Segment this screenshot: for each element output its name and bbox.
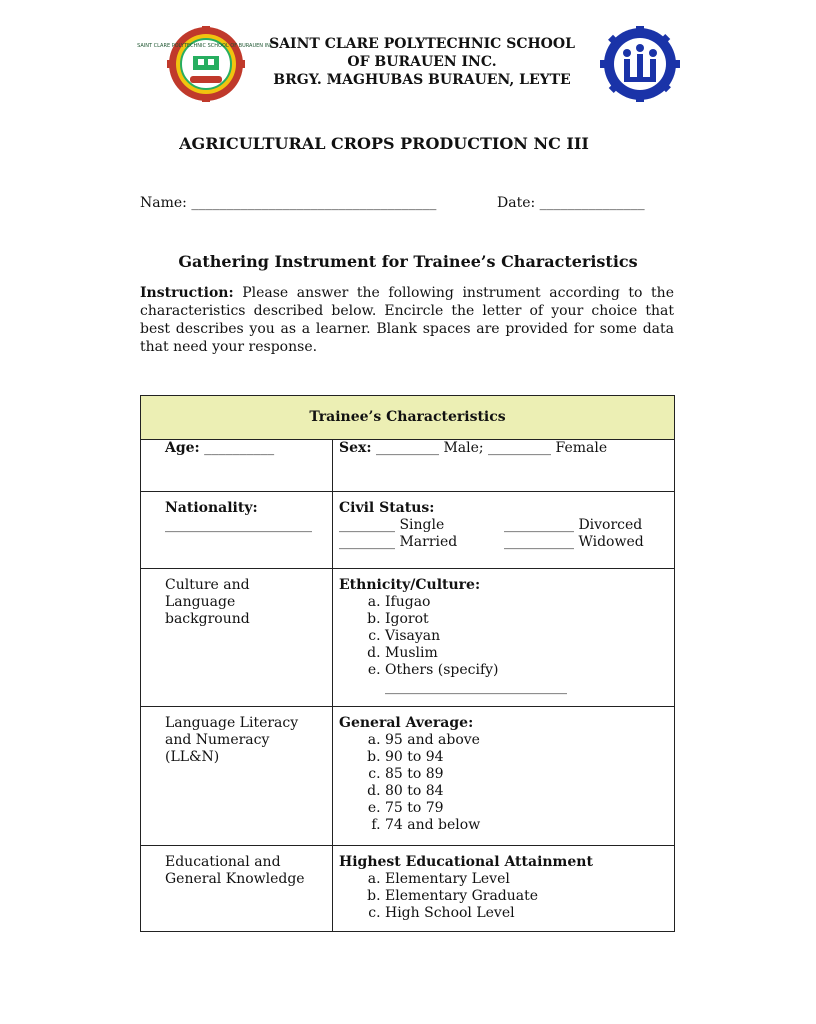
education-option[interactable]: c. High School Level — [385, 905, 674, 922]
culture-left-cell — [141, 569, 333, 707]
education-left-cell — [141, 846, 333, 932]
culture-left-line: Culture and — [165, 577, 250, 593]
education-right-cell — [333, 846, 675, 932]
lln-right-cell — [333, 707, 675, 846]
civil-single-option[interactable]: ________ Single — [339, 517, 445, 533]
age-label: Age: — [165, 440, 200, 456]
average-option[interactable]: e. 75 to 79 — [385, 800, 674, 817]
nationality-cell[interactable] — [141, 492, 333, 569]
ethnicity-label: Ethnicity/Culture: — [339, 577, 481, 593]
school-address: BRGY. MAGHUBAS BURAUEN, LEYTE — [273, 72, 571, 88]
nationality-label: Nationality: — [165, 500, 258, 516]
education-left-line: Educational and — [165, 854, 281, 870]
instrument-title: Gathering Instrument for Trainee’s Characteristics — [178, 252, 638, 271]
table-row-culture — [141, 569, 675, 707]
civil-married-option[interactable]: ________ Married — [339, 534, 458, 550]
average-option[interactable]: d. 80 to 84 — [385, 783, 674, 800]
course-title: AGRICULTURAL CROPS PRODUCTION NC III — [179, 134, 589, 153]
education-left-line: General Knowledge — [165, 871, 305, 887]
school-name-line2: OF BURAUEN INC. — [347, 54, 497, 70]
culture-left-line: background — [165, 611, 250, 627]
table-row-nationality-civil — [141, 492, 675, 569]
instruction-text: Please answer the following instrument according to the characteristics described below. Encircle the letter of your choice that best describes you as a learner. Blank spaces are provided for some data that need your response. — [140, 285, 674, 355]
table-row-education — [141, 846, 675, 932]
culture-left-line: Language — [165, 594, 236, 610]
education-option[interactable]: a. Elementary Level — [385, 871, 674, 888]
school-seal-icon — [137, 26, 275, 102]
date-field[interactable]: Date: _______________ — [497, 195, 645, 211]
ethnicity-option[interactable]: a. Ifugao — [385, 594, 674, 611]
civil-widowed-option[interactable]: __________ Widowed — [504, 534, 644, 550]
lln-left-line: and Numeracy — [165, 732, 270, 748]
ethnicity-options — [339, 594, 674, 679]
civil-divorced-option[interactable]: __________ Divorced — [504, 517, 643, 533]
tesda-logo-icon — [596, 26, 684, 102]
school-header — [262, 35, 582, 89]
ethnicity-option[interactable]: d. Muslim — [385, 645, 674, 662]
ethnicity-option[interactable]: e. Others (specify) — [385, 662, 674, 679]
average-option[interactable]: a. 95 and above — [385, 732, 674, 749]
education-options — [339, 871, 674, 922]
ethnicity-option[interactable]: c. Visayan — [385, 628, 674, 645]
instruction-label: Instruction: — [140, 285, 234, 301]
sex-cell[interactable] — [333, 440, 675, 492]
education-option[interactable]: b. Elementary Graduate — [385, 888, 674, 905]
ethnicity-option[interactable]: b. Igorot — [385, 611, 674, 628]
civil-status-label: Civil Status: — [339, 500, 435, 516]
average-option[interactable]: f. 74 and below — [385, 817, 674, 834]
age-cell[interactable] — [141, 440, 333, 492]
sex-blank[interactable]: _________ Male; _________ Female — [371, 440, 608, 456]
average-option[interactable]: c. 85 to 89 — [385, 766, 674, 783]
table-row-age-sex — [141, 440, 675, 492]
culture-right-cell — [333, 569, 675, 707]
lln-left-line: (LL&N) — [165, 749, 220, 765]
civil-status-cell[interactable] — [333, 492, 675, 569]
ethnicity-specify-blank[interactable]: __________________________ — [385, 679, 567, 695]
general-average-options — [339, 732, 674, 834]
average-option[interactable]: b. 90 to 94 — [385, 749, 674, 766]
table-header: Trainee’s Characteristics — [141, 396, 675, 440]
trainee-characteristics-table — [140, 395, 675, 932]
school-name-line1: SAINT CLARE POLYTECHNIC SCHOOL — [269, 36, 575, 52]
lln-left-line: Language Literacy — [165, 715, 299, 731]
table-row-lln — [141, 707, 675, 846]
name-field[interactable]: Name: ___________________________________ — [140, 195, 437, 211]
nationality-blank[interactable]: _____________________ — [165, 517, 312, 533]
seal-text: SAINT CLARE POLYTECHNIC SCHOOL OF BURAUEN INC. — [137, 43, 275, 49]
education-label: Highest Educational Attainment — [339, 854, 593, 870]
lln-left-cell — [141, 707, 333, 846]
sex-label: Sex: — [339, 440, 372, 456]
instruction-paragraph — [140, 284, 674, 356]
general-average-label: General Average: — [339, 715, 474, 731]
age-blank[interactable]: __________ — [199, 440, 275, 456]
